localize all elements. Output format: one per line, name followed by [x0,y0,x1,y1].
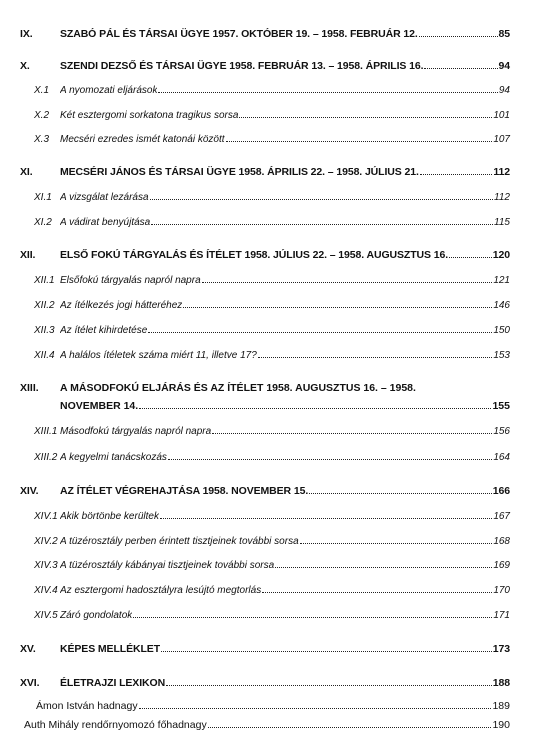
entry-title: A vádirat benyújtása [60,217,151,228]
entry-title: A kegyelmi tanácskozás [60,452,167,463]
dot-leader [449,257,492,258]
page-number: 153 [493,350,510,361]
page-number: 155 [492,400,510,412]
entry-number: XV. [20,643,36,655]
entry-number: XIV. [20,485,39,497]
entry-number: XIV.4 [34,585,58,596]
dot-leader [139,708,492,709]
entry-title: SZENDI DEZSŐ ÉS TÁRSAI ÜGYE 1958. FEBRUÁR 13. – 1958. ÁPRILIS 16. [60,60,424,72]
page-number: 94 [498,85,510,96]
dot-leader [424,68,497,69]
entry-number: XII.2 [34,300,55,311]
page-number: 173 [492,643,510,655]
page-number: 156 [493,426,510,437]
dot-leader [151,224,493,225]
dot-leader [139,408,491,409]
entry-title: Másodfokú tárgyalás napról napra [60,426,212,437]
toc-entry-xiv-5[interactable] [20,610,510,621]
toc-entry-ix[interactable] [20,28,510,40]
page-number: 188 [492,677,510,689]
entry-title: Az ítélkezés jogi hátteréhez [60,300,183,311]
dot-leader [226,141,493,142]
entry-number: XIII.2 [34,452,58,463]
entry-title: AZ ÍTÉLET VÉGREHAJTÁSA 1958. NOVEMBER 15. [60,485,309,497]
entry-number: XII.1 [34,275,55,286]
page-number: 169 [493,560,510,571]
entry-number: XIV.2 [34,536,58,547]
entry-number: XIV.3 [34,560,58,571]
entry-title: Záró gondolatok [60,610,133,621]
dot-leader [419,36,498,37]
entry-number: X. [20,60,30,72]
entry-title: Elsőfokú tárgyalás napról napra [60,275,201,286]
dot-leader [160,518,492,519]
entry-title: A halálos ítéletek száma miért 11, illetve 17? [60,350,257,361]
entry-title: ELSŐ FOKÚ TÁRGYALÁS ÉS ÍTÉLET 1958. JÚLIUS 22. – 1958. AUGUSZTUS 16. [60,249,449,261]
dot-leader [161,651,492,652]
page-number: 120 [492,249,510,261]
entry-title: Az esztergomi hadosztályra lesújtó megtorlás [60,585,262,596]
entry-title: A nyomozati eljárások [60,85,158,96]
dot-leader [202,282,493,283]
page-number: 146 [493,300,510,311]
dot-leader [168,459,492,460]
entry-number: X.2 [34,110,50,121]
page-number: 166 [492,485,510,497]
toc-entry-xi-2[interactable] [20,217,510,228]
dot-leader [183,307,492,308]
entry-title: SZABÓ PÁL ÉS TÁRSAI ÜGYE 1957. OKTÓBER 19. – 1958. FEBRUÁR 12. [60,28,418,40]
page-number: 112 [494,192,510,203]
entry-title: A tüzérosztály perben érintett tisztjeinek további sorsa [60,536,299,547]
entry-number: IX. [20,28,33,40]
toc-entry-xiii[interactable] [60,400,510,412]
entry-number: XII. [20,249,36,261]
page-number: 171 [493,610,510,621]
toc-entry-xii-2[interactable] [20,300,510,311]
dot-leader [158,92,497,93]
entry-number: X.1 [34,85,50,96]
toc-entry-xiii-1[interactable] [20,426,510,437]
entry-number: XI.1 [34,192,52,203]
toc-entry-xv[interactable] [20,643,510,655]
page-number: 168 [493,536,510,547]
entry-title-line1: A MÁSODFOKÚ ELJÁRÁS ÉS AZ ÍTÉLET 1958. AUGUSZTUS 16. – 1958. [60,382,416,394]
entry-number: XVI. [20,677,40,689]
page-number: 112 [493,166,510,178]
dot-leader [300,543,493,544]
toc-entry-xii-1[interactable] [20,275,510,286]
page-number: 164 [493,452,510,463]
page-number: 189 [492,700,510,712]
toc-entry-x-1[interactable] [20,85,510,96]
dot-leader [148,332,492,333]
page-number: 190 [492,719,510,731]
toc-entry-xvi[interactable] [20,677,510,689]
toc-entry-xiv[interactable] [20,485,510,497]
dot-leader [239,117,492,118]
entry-number: XIV.5 [34,610,58,621]
page-number: 170 [493,585,510,596]
dot-leader [275,567,492,568]
entry-title: Akik börtönbe kerültek [60,511,159,522]
toc-entry-xiv-1[interactable] [20,511,510,522]
entry-number: XIII. [20,382,39,394]
page-number: 94 [498,60,510,72]
page-number: 101 [493,110,510,121]
toc-entry-xiii-2[interactable] [20,452,510,463]
entry-number: XIII.1 [34,426,58,437]
entry-title: Ámon István hadnagy [36,700,138,712]
page-number: 167 [493,511,510,522]
entry-title: Két esztergomi sorkatona tragikus sorsa [60,110,239,121]
page-number: 121 [493,275,510,286]
entry-number: XI.2 [34,217,52,228]
dot-leader [309,493,492,494]
toc-entry-xi-1[interactable] [20,192,510,203]
entry-title: ÉLETRAJZI LEXIKON [60,677,166,689]
toc-entry-x-2[interactable] [20,110,510,121]
entry-title: Mecséri ezredes ismét katonái között [60,134,225,145]
entry-title: A vizsgálat lezárása [60,192,149,203]
toc-entry-xi[interactable] [20,166,510,178]
entry-title: Az ítélet kihirdetése [60,325,148,336]
dot-leader [420,174,493,175]
page-number: 115 [494,217,510,228]
entry-title: KÉPES MELLÉKLET [60,643,161,655]
entry-title: MECSÉRI JÁNOS ÉS TÁRSAI ÜGYE 1958. ÁPRILIS 22. – 1958. JÚLIUS 21. [60,166,419,178]
dot-leader [208,727,492,728]
dot-leader [150,199,493,200]
toc-entry-xii-4[interactable] [20,350,510,361]
page-number: 150 [493,325,510,336]
entry-number: XII.3 [34,325,55,336]
entry-number: XII.4 [34,350,55,361]
dot-leader [258,357,493,358]
entry-title: A tüzérosztály kábányai tisztjeinek további sorsa [60,560,275,571]
dot-leader [166,685,492,686]
entry-title: Auth Mihály rendőrnyomozó főhadnagy [24,719,207,731]
entry-number: XIV.1 [34,511,58,522]
toc-entry-lexicon-auth[interactable] [24,719,510,731]
toc-entry-xii[interactable] [20,249,510,261]
entry-title: NOVEMBER 14. [60,400,139,412]
page-number: 107 [493,134,510,145]
toc-entry-xii-3[interactable] [20,325,510,336]
toc-entry-lexicon-amon[interactable] [36,700,510,712]
toc-entry-xiv-2[interactable] [20,536,510,547]
toc-entry-xiii-line1[interactable] [20,382,416,394]
toc-entry-xiv-3[interactable] [20,560,510,571]
entry-number: X.3 [34,134,50,145]
page-number: 85 [498,28,510,40]
entry-number: XI. [20,166,33,178]
toc-entry-x[interactable] [20,60,510,72]
dot-leader [212,433,492,434]
toc-entry-xiv-4[interactable] [20,585,510,596]
dot-leader [133,617,492,618]
toc-entry-x-3[interactable] [20,134,510,145]
dot-leader [262,592,492,593]
